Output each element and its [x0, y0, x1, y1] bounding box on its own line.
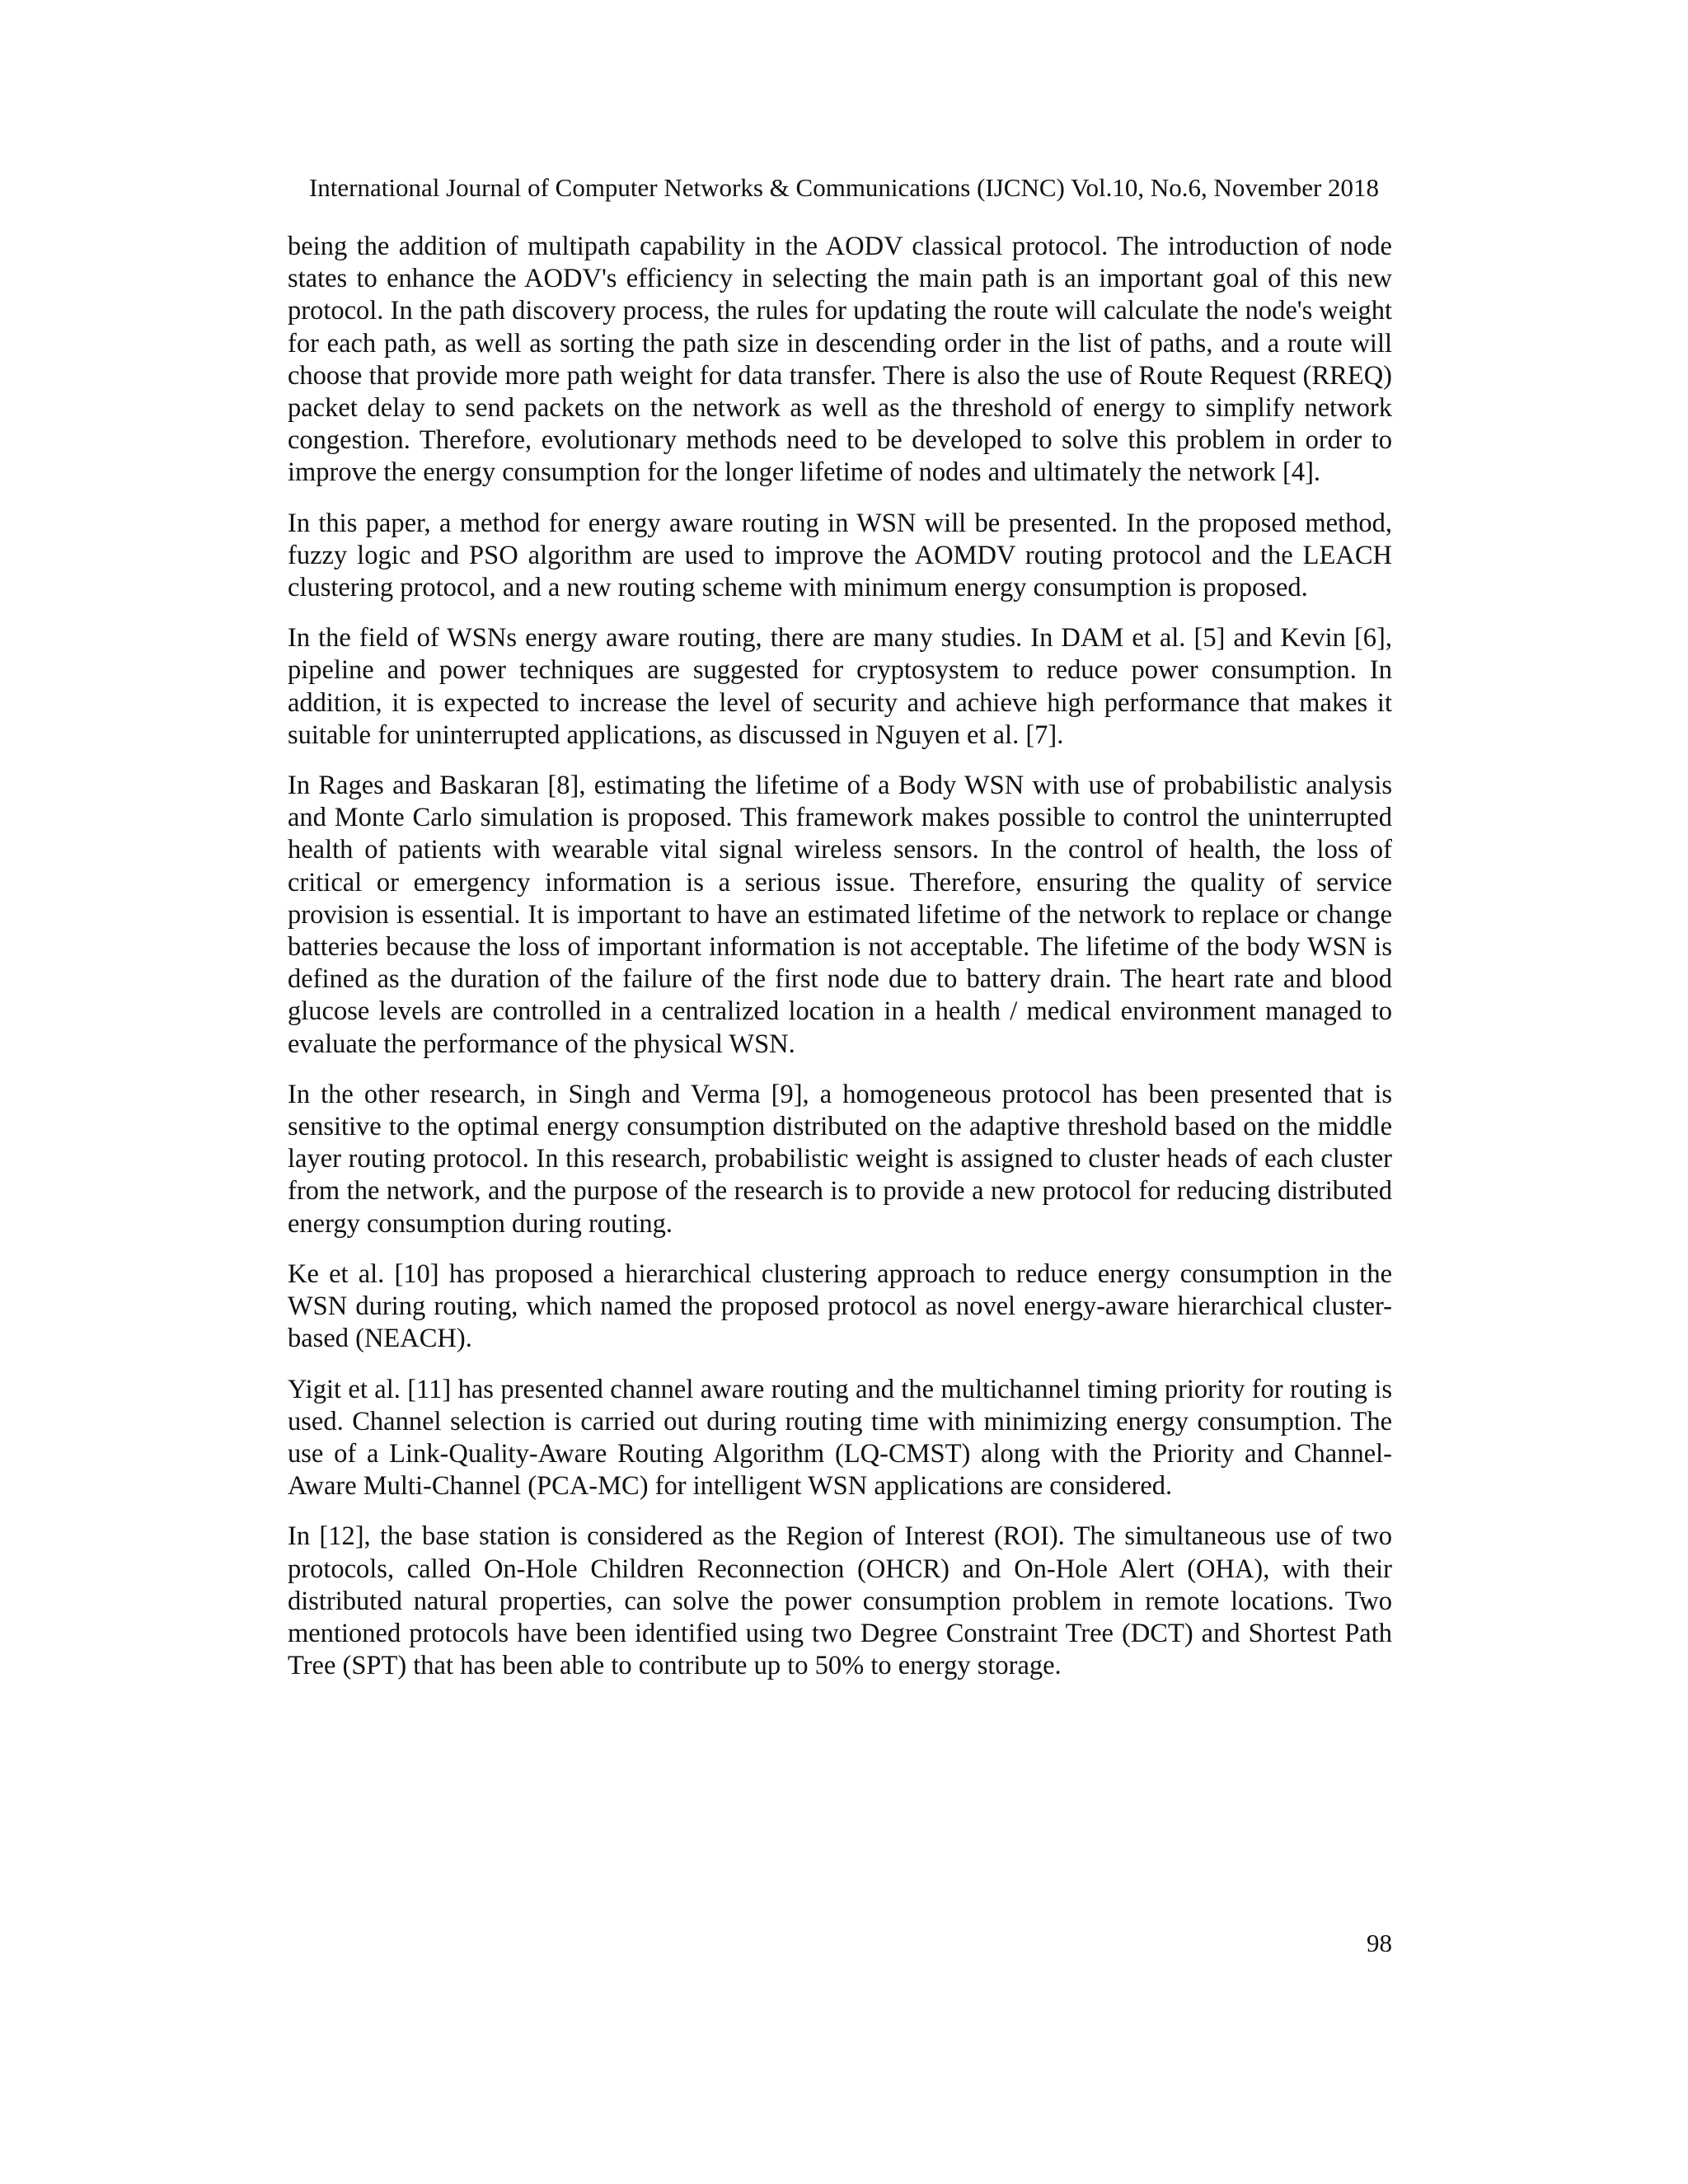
paragraph-aodv-multipath: being the addition of multipath capability in the AODV classical protocol. The introduction of node states to enhance the AODV's efficiency in selecting the main path is an important goal of this new protocol. In the path discovery process, the rules for updating the route will calculate the node's weight for each path, as well as sorting the path size in descending order in the list of paths, and a route will choose that provide more path weight for data transfer. There is also the use of Route Request (RREQ) packet delay to send packets on the network as well as the threshold of energy to simplify network congestion. Therefore, evolutionary methods need to be developed to solve this problem in order to improve the energy consumption for the longer lifetime of nodes and ultimately the network [4].: [288, 232, 1392, 488]
paragraph-neach: Ke et al. [10] has proposed a hierarchical clustering approach to reduce energy consumption in the WSN during routing, which named the proposed protocol as novel energy-aware hierarchical cluster-based (NEACH).: [288, 1258, 1392, 1354]
page-number: 98: [1367, 1929, 1392, 1957]
paragraph-body-wsn-lifetime: In Rages and Baskaran [8], estimating the lifetime of a Body WSN with use of probabilistic analysis and Monte Carlo simulation is proposed. This framework makes possible to control the uninterrupted health of patients with wearable vital signal wireless sensors. In the control of health, the loss of critical or emergency information is a serious issue. Therefore, ensuring the quality of service provision is essential. It is important to have an estimated lifetime of the network to replace or change batteries because the loss of important information is not acceptable. The lifetime of the body WSN is defined as the duration of the failure of the first node due to battery drain. The heart rate and blood glucose levels are controlled in a centralized location in a health / medical environment managed to evaluate the performance of the physical WSN.: [288, 771, 1392, 1059]
paragraph-channel-aware-routing: Yigit et al. [11] has presented channel aware routing and the multichannel timing priority for routing is used. Channel selection is carried out during routing time with minimizing energy consumption. The use of a Link-Quality-Aware Routing Algorithm (LQ-CMST) along with the Priority and Channel-Aware Multi-Channel (PCA-MC) for intelligent WSN applications are considered.: [288, 1374, 1392, 1502]
running-header: International Journal of Computer Networks & Communications (IJCNC) Vol.10, No.6, November 2018: [308, 173, 1380, 202]
paragraph-homogeneous-protocol: In the other research, in Singh and Verma [9], a homogeneous protocol has been presented that is sensitive to the optimal energy consumption distributed on the adaptive threshold based on the middle layer routing protocol. In this research, probabilistic weight is assigned to cluster heads of each cluster from the network, and the purpose of the research is to provide a new protocol for reducing distributed energy consumption during routing.: [288, 1079, 1392, 1239]
paragraph-energy-aware-studies: In the field of WSNs energy aware routing, there are many studies. In DAM et al. [5] and Kevin [6], pipeline and power techniques are suggested for cryptosystem to reduce power consumption. In addition, it is expected to increase the level of security and achieve high performance that makes it suitable for uninterrupted applications, as discussed in Nguyen et al. [7].: [288, 623, 1392, 750]
paragraph-proposed-method: In this paper, a method for energy aware routing in WSN will be presented. In the proposed method, fuzzy logic and PSO algorithm are used to improve the AOMDV routing protocol and the LEACH clustering protocol, and a new routing scheme with minimum energy consumption is proposed.: [288, 508, 1392, 603]
paragraph-roi-protocols: In [12], the base station is considered as the Region of Interest (ROI). The simultaneous use of two protocols, called On-Hole Children Reconnection (OHCR) and On-Hole Alert (OHA), with their distributed natural properties, can solve the power consumption problem in remote locations. Two mentioned protocols have been identified using two Degree Constraint Tree (DCT) and Shortest Path Tree (SPT) that has been able to contribute up to 50% to energy storage.: [288, 1521, 1392, 1681]
body-text: [288, 231, 1392, 1700]
